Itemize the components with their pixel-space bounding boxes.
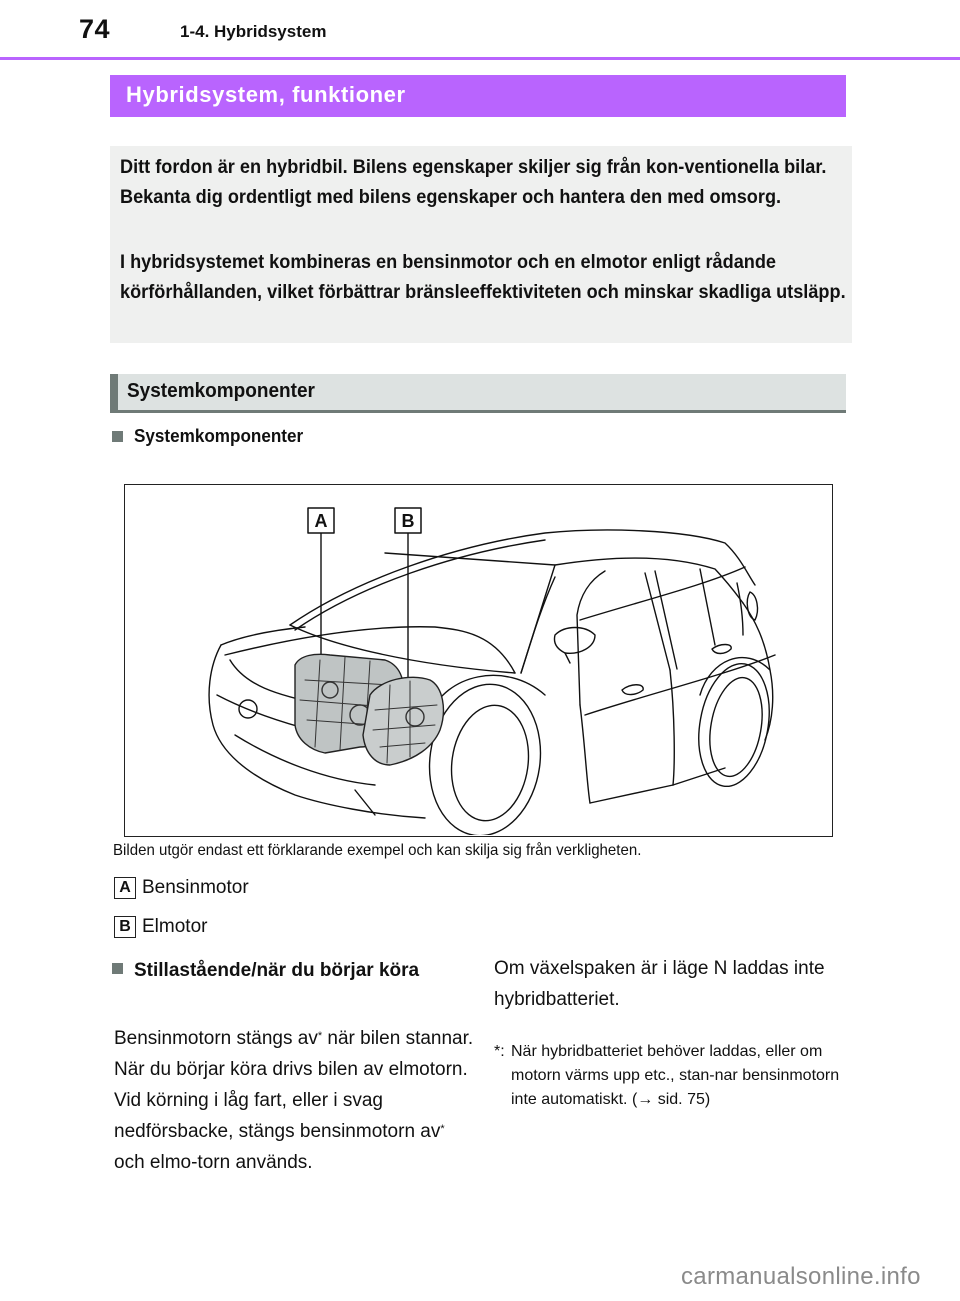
stationary-paragraph: [114, 1023, 474, 1178]
callout-a: A: [314, 511, 328, 531]
running-head: 1-4. Hybridsystem: [180, 22, 327, 41]
intro-paragraph: Ditt fordon är en hybridbil. Bilens egenskaper skiljer sig från kon-ventionella bilar. Bekanta dig ordentligt med bilens egenskaper och hantera den med omsorg.: [120, 156, 827, 208]
header-rule: [0, 57, 960, 60]
text-run: när bilen stannar. När du börjar köra drivs bilen av elmotorn. Vid körning i låg fart, eller i svag nedförsbacke, stängs bensinmotorn av: [114, 1028, 474, 1142]
subsection-title-bar: [110, 374, 846, 413]
footnote-mark: *:: [494, 1043, 505, 1060]
bullet-square-icon: [112, 431, 123, 442]
legend-label-b: Elmotor: [142, 916, 208, 937]
text-run: och elmo-torn används.: [114, 1152, 313, 1173]
section-title: Hybridsystem, funktioner: [126, 82, 406, 107]
stationary-heading: Stillastående/när du börjar köra: [134, 960, 420, 981]
callout-b: B: [401, 511, 415, 531]
legend-key-b: B: [114, 916, 136, 938]
footnote-text: När hybridbatteriet behöver laddas, eller om motorn värms upp etc., stan-nar bensinmotorn inte automatiskt. (→ sid. 75): [511, 1043, 840, 1108]
footnote-ref: *: [440, 1123, 445, 1135]
legend-label-a: Bensinmotor: [142, 877, 249, 898]
text-run: Bensinmotorn stängs av: [114, 1028, 318, 1049]
intro-paragraph: I hybridsystemet kombineras en bensinmotor och en elmotor enligt rådande körförhållanden, vilket förbättrar bränsleeffektiviteten och minskar skadliga utsläpp.: [120, 251, 846, 303]
legend-item-b: [114, 916, 207, 938]
watermark: carmanualsonline.info: [681, 1263, 921, 1290]
legend-key-a: A: [114, 877, 136, 899]
footnote-ref: *: [317, 1030, 323, 1042]
subsection-title: Systemkomponenter: [127, 380, 315, 402]
section-title-bar: [110, 75, 846, 117]
bullet-square-icon: [112, 963, 123, 974]
figure-caption: Bilden utgör endast ett förklarande exempel och kan skilja sig från verkligheten.: [113, 842, 642, 859]
car-illustration: [125, 485, 831, 835]
legend-item-a: [114, 877, 249, 899]
footnote: [494, 1040, 844, 1112]
neutral-gear-paragraph: Om växelspaken är i läge N laddas inte hybridbatteriet.: [494, 958, 825, 1010]
components-heading: Systemkomponenter: [134, 426, 304, 446]
page-number: 74: [79, 14, 111, 44]
hybrid-car-figure: [124, 484, 833, 837]
intro-box: [110, 146, 852, 343]
